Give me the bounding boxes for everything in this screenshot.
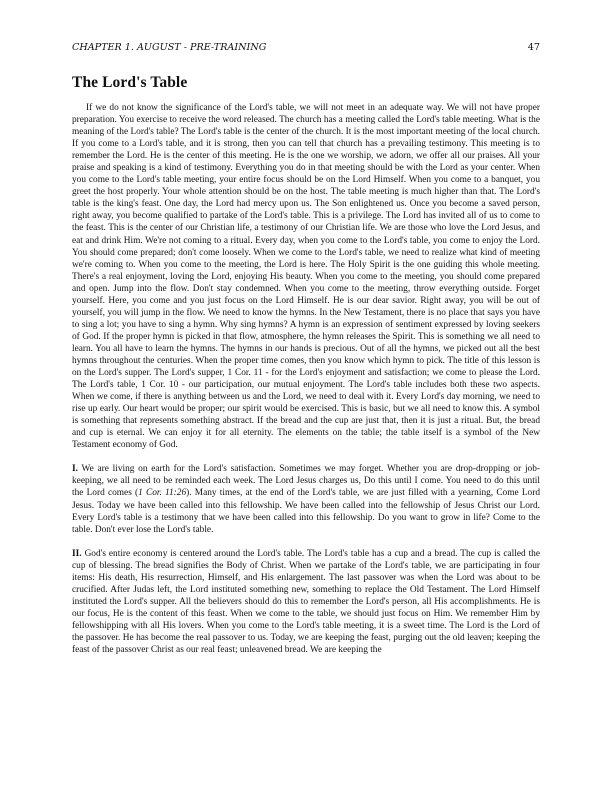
section-one-paragraph [72, 463, 540, 535]
running-header [72, 42, 540, 56]
section-two-text: God's entire economy is centered around the Lord's table. The Lord's table has a cup and a bread. The cup is called the cup of blessing. The bread signifies the Body of Christ. When we partake of the Lord's table, we are participating in four items: His death, His resurrection, Himself, and His enlargement. The last passover was when the Lord was about to be crucified. After Judas left, the Lord instituted something new, something to replace the Old Testament. The Lord Himself instituted the Lord's supper. All the believers should do this to remember the Lord's person, all His accomplishments. He is our focus, He is the content of this feast. When we come to the table, we should just focus on Him. We remember Him by fellowshipping with all His lovers. When you come to the Lord's table meeting, it is a sweet time. The Lord is the Lord of the passover. He has become the real passover to us. Today, we are keeping the feast, purging out the old leaven; keeping the feast of the passover Christ as our real feast; unleavened bread. We are keeping the [72, 548, 540, 656]
section-one-numeral: I. [72, 464, 78, 475]
section-two-paragraph [72, 548, 540, 656]
section-one-text-a: We are living on earth for the Lord's satisfaction. Sometimes we may forget. Whether you are drop-dropping or job-keeping, we all need to be reminded each week. The Lord Jesus charges us, Do this until I come. You need to do this until the Lord comes ( [72, 464, 540, 499]
section-two-numeral: II. [72, 548, 82, 559]
section-title: The Lord's Table [72, 74, 188, 91]
scripture-reference: 1 Cor. 11:26 [138, 488, 187, 499]
page-number: 47 [527, 42, 540, 53]
intro-paragraph: If we do not know the significance of the Lord's table, we will not meet in an adequate way. We will not have proper preparation. You exercise to receive the word released. The church has a meeting called the Lord's table meeting. What is the meaning of the Lord's table? The Lord's table is the center of the church. It is the most important meeting of the local church. If you come to a Lord's table, and it is strong, then you can tell that church has a prevailing testimony. This meeting is to remember the Lord. He is the center of this meeting. He is the one we worship, we adorn, we offer all our praises. All your praise and speaking is a kind of testimony. Everything you do in that meeting should be with the Lord as your center. When you come to the Lord's table meeting, your entire focus should be on the Lord Himself. When you come to a banquet, you greet the host properly. Your whole attention should be on the host. The table meeting is much higher than that. The Lord's table is the king's feast. One day, the Lord had mercy upon us. The Son enlightened us. Once you become a saved person, right away, you become qualified to partake of the Lord's table. This is a privilege. The Lord has invited all of us to come to the feast. This is the center of our Christian life, a testimony of our Christian life. We are those who love the Lord Jesus, and eat and drink Him. We're not coming to a ritual. Every day, when you come to the Lord's table, you come to enjoy the Lord. You should come prepared; don't come loosely. When we come to the Lord's table, we need to realize what kind of meeting we're coming to. When you come to the meeting, the Lord is here. The Holy Spirit is the one guiding this whole meeting. There's a real enjoyment, loving the Lord, enjoying His beauty. When you come to the meeting, you should come prepared and open. Jump into the flow. Don't stay condemned. When you come to the meeting, throw everything outside. Forget yourself. Here, you come and you just focus on the Lord Himself. He is our dear savior. Right away, you will be out of yourself, you will jump in the flow. We need to know the hymns. In the New Testament, there is no place that says you have to sing a lot; you have to sing a hymn. Why sing hymns? A hymn is an expression of sentiment expressed by loving seekers of God. If the proper hymn is picked in that flow, atmosphere, the hymn releases the Spirit. This is something we all need to learn. You all have to learn the hymns. The hymns in our hands is precious. Out of all the hymns, we picked out all the best hymns throughout the centuries. When the proper time comes, then you know which hymn to pick. The title of this lesson is on the Lord's supper. The Lord's supper, 1 Cor. 11 - for the Lord's enjoyment and satisfaction; we come to please the Lord. The Lord's table, 1 Cor. 10 - our participation, our mutual enjoyment. The Lord's table includes both these two aspects. When we come, if there is anything between us and the Lord, we need to deal with it. Every Lord's day morning, we need to rise up early. Our heart would be proper; our spirit would be exercised. This is basic, but we all need to know this. A symbol is something that represents something abstract. If the bread and the cup are just that, then it is just a ritual. But, the bread and cup is eternal. We can enjoy it for all eternity. The elements on the table; the table itself is a symbol of the New Testament economy of God. [72, 103, 540, 451]
chapter-heading: CHAPTER 1. AUGUST - PRE-TRAINING [72, 42, 267, 53]
document-page [72, 42, 540, 656]
section-one-text-b: ). Many times, at the end of the Lord's table, we are just filled with a yearning, Come Lord Jesus. Today we have been called into this fellowship. We have been called into the fellowship of Jesus Christ our Lord. Every Lord's table is a testimony that we have been called into this fellowship. Do you want to grow in life? Come to the table. Don't ever lose the Lord's table. [72, 488, 540, 535]
